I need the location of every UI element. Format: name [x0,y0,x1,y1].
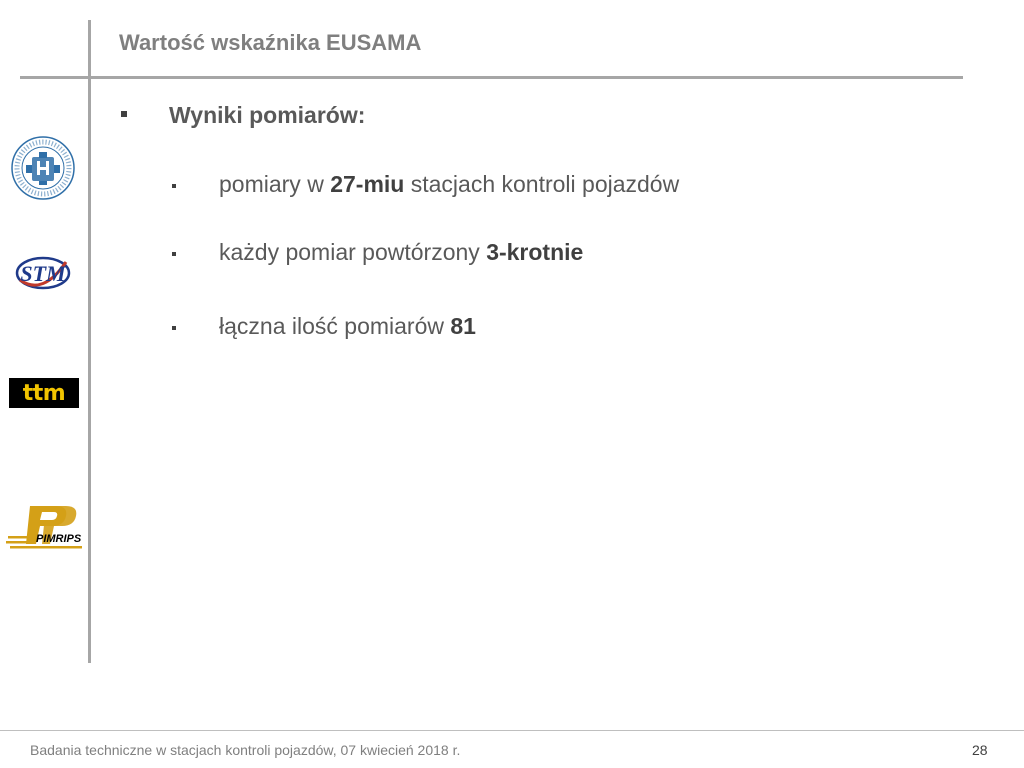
university-logo [10,135,76,201]
footer-rule [0,730,1024,731]
list-item [219,313,476,340]
page-number: 28 [972,742,988,758]
title-underline [20,76,963,79]
footer-text: Badania techniczne w stacjach kontroli pojazdów, 07 kwiecień 2018 r. [30,742,461,758]
pimrips-logo [6,504,84,550]
list-item-text: łączna ilość pomiarów [219,313,451,339]
bullet-square-small [172,326,176,330]
list-item-text: pomiary w [219,171,331,197]
stm-logo [14,252,72,294]
slide-title: Wartość wskaźnika EUSAMA [119,30,422,55]
stm-logo-text: STM [20,261,66,286]
list-item [219,171,679,198]
list-item-emphasis: 27-miu [330,171,405,197]
bullet-square [121,111,127,117]
bullet-square-small [172,252,176,256]
list-item-emphasis: 3-krotnie [486,239,584,265]
vertical-rule [88,20,91,663]
list-item [219,239,583,266]
ttm-logo [9,378,79,408]
list-item-text: każdy pomiar powtórzony [219,239,487,265]
bullet-square-small [172,184,176,188]
pimrips-logo-text: PIMRIPS [36,533,82,545]
section-heading: Wyniki pomiarów: [169,102,366,128]
ttm-logo-text: ttm [22,380,66,406]
list-item-emphasis: 81 [450,313,476,339]
list-item-text: stacjach kontroli pojazdów [404,171,680,197]
